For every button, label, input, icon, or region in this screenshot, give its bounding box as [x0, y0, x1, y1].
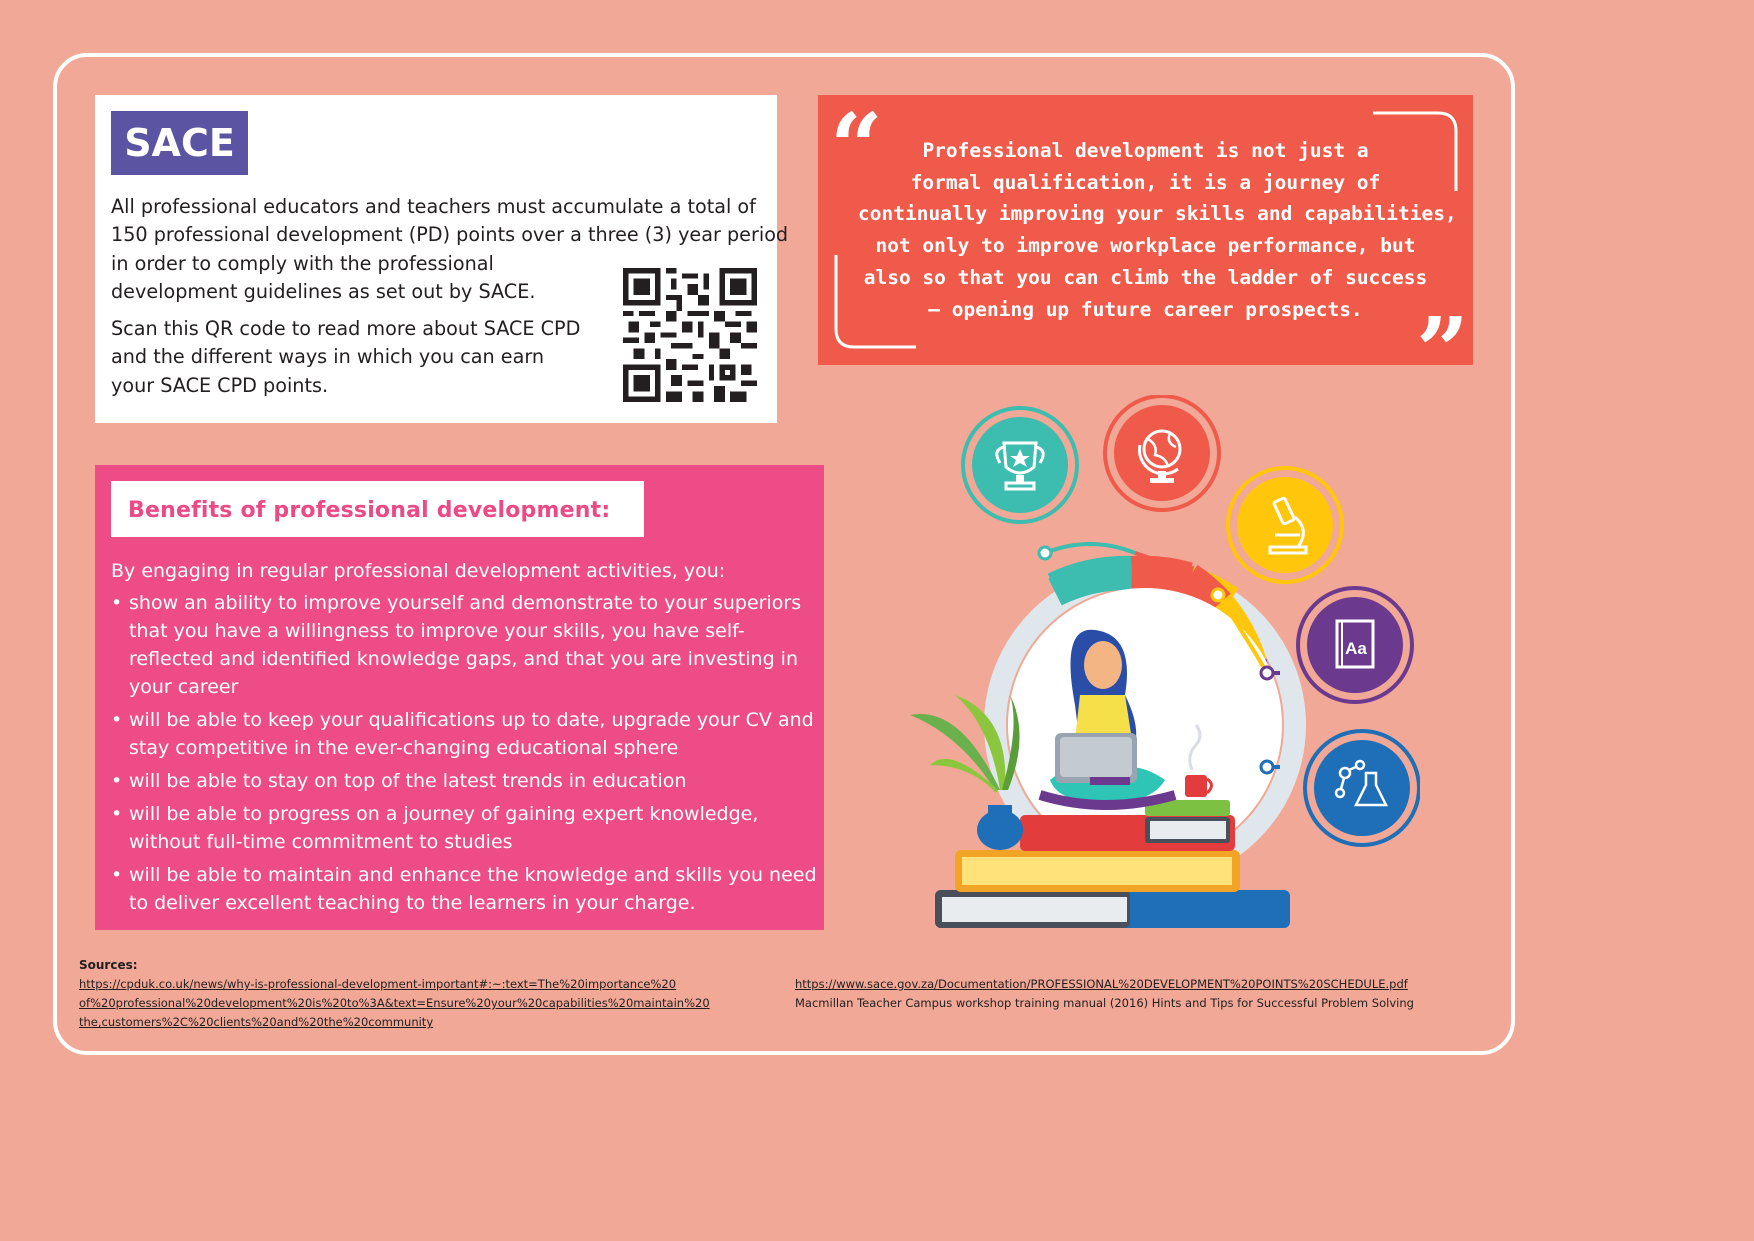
- close-quote-icon: ”: [1416, 297, 1469, 405]
- benefits-box: [95, 465, 824, 930]
- book-icon-text: Aa: [1345, 639, 1367, 658]
- globe-icon: [1105, 396, 1219, 510]
- benefit-line: will be able to stay on top of the latest trends in education: [129, 770, 687, 792]
- bullet-icon: •: [111, 864, 123, 886]
- benefits-list: [111, 589, 817, 922]
- source-link-cpduk[interactable]: of%20professional%20development%20is%20to%3A&text=Ensure%20your%20capabilities%20maintain%20: [79, 996, 710, 1010]
- trophy-icon: [963, 408, 1077, 522]
- benefit-item: [111, 861, 817, 917]
- microscope-icon: [1228, 468, 1342, 582]
- quote-line: Professional development is not just a: [922, 139, 1369, 162]
- quote-line: formal qualification, it is a journey of: [910, 170, 1381, 194]
- sace-p1-line: 150 professional development (PD) points over a three (3) year period: [111, 223, 789, 247]
- bullet-icon: •: [111, 592, 123, 614]
- benefit-line: show an ability to improve yourself and demonstrate to your superiors: [129, 592, 802, 614]
- quote-line: also so that you can climb the ladder of success: [863, 265, 1428, 289]
- benefit-line: stay competitive in the ever-changing educational sphere: [129, 737, 679, 759]
- benefit-line: reflected and identified knowledge gaps, and that you are investing in: [129, 648, 799, 670]
- benefit-item: [111, 767, 811, 795]
- qr-code[interactable]: [623, 268, 757, 402]
- bullet-icon: •: [111, 709, 123, 731]
- sace-p1-line: All professional educators and teachers must accumulate a total of: [111, 195, 756, 218]
- benefit-item: [111, 800, 811, 856]
- source-link-sace[interactable]: https://www.sace.gov.za/Documentation/PROFESSIONAL%20DEVELOPMENT%20POINTS%20SCHEDULE.pdf: [795, 977, 1408, 991]
- quote-line: continually improving your skills and capabilities,: [858, 202, 1457, 226]
- source-reference-macmillan: Macmillan Teacher Campus workshop training manual (2016) Hints and Tips for Successful Problem Solving: [795, 996, 1414, 1010]
- sace-p1-line: development guidelines as set out by SACE.: [111, 279, 536, 303]
- benefits-title: Benefits of professional development:: [111, 481, 644, 537]
- book-icon: [1298, 588, 1412, 702]
- benefit-line: your career: [129, 676, 239, 698]
- benefits-intro: By engaging in regular professional development activities, you:: [111, 560, 726, 582]
- source-link-cpduk[interactable]: the,customers%2C%20clients%20and%20the%20community: [79, 1015, 434, 1029]
- quote-box: [818, 93, 1473, 405]
- quote-text: [858, 135, 1457, 325]
- quote-line: not only to improve workplace performance, but: [875, 234, 1416, 258]
- benefit-line: will be able to maintain and enhance the knowledge and skills you need: [129, 864, 817, 886]
- source-link-cpduk[interactable]: https://cpduk.co.uk/news/why-is-professional-development-important#:~:text=The%20importance%20: [79, 977, 677, 991]
- professional-development-illustration: [900, 395, 1420, 940]
- open-quote-icon: “: [830, 93, 883, 201]
- benefit-line: to deliver excellent teaching to the learners in your charge.: [129, 892, 696, 914]
- benefit-line: will be able to keep your qualifications up to date, upgrade your CV and: [129, 709, 814, 731]
- benefit-line: will be able to progress on a journey of gaining expert knowledge,: [129, 803, 759, 825]
- sace-paragraph-2: Scan this QR code to read more about SACE CPD and the different ways in which you can earn your SACE CPD points.: [111, 317, 581, 397]
- sace-info-box: [95, 95, 789, 423]
- benefit-line: without full-time commitment to studies: [129, 831, 513, 853]
- quote-line: – opening up future career prospects.: [928, 297, 1363, 321]
- bullet-icon: •: [111, 803, 123, 825]
- sace-p1-line: in order to comply with the professional: [111, 251, 494, 275]
- sources-title: Sources:: [79, 958, 138, 972]
- bullet-icon: •: [111, 770, 123, 792]
- sace-label: SACE: [111, 111, 248, 175]
- benefit-item: [111, 706, 814, 762]
- molecule-flask-icon: [1305, 731, 1419, 845]
- benefit-item: [111, 589, 811, 701]
- benefit-line: that you have a willingness to improve your skills, you have self-: [129, 620, 745, 642]
